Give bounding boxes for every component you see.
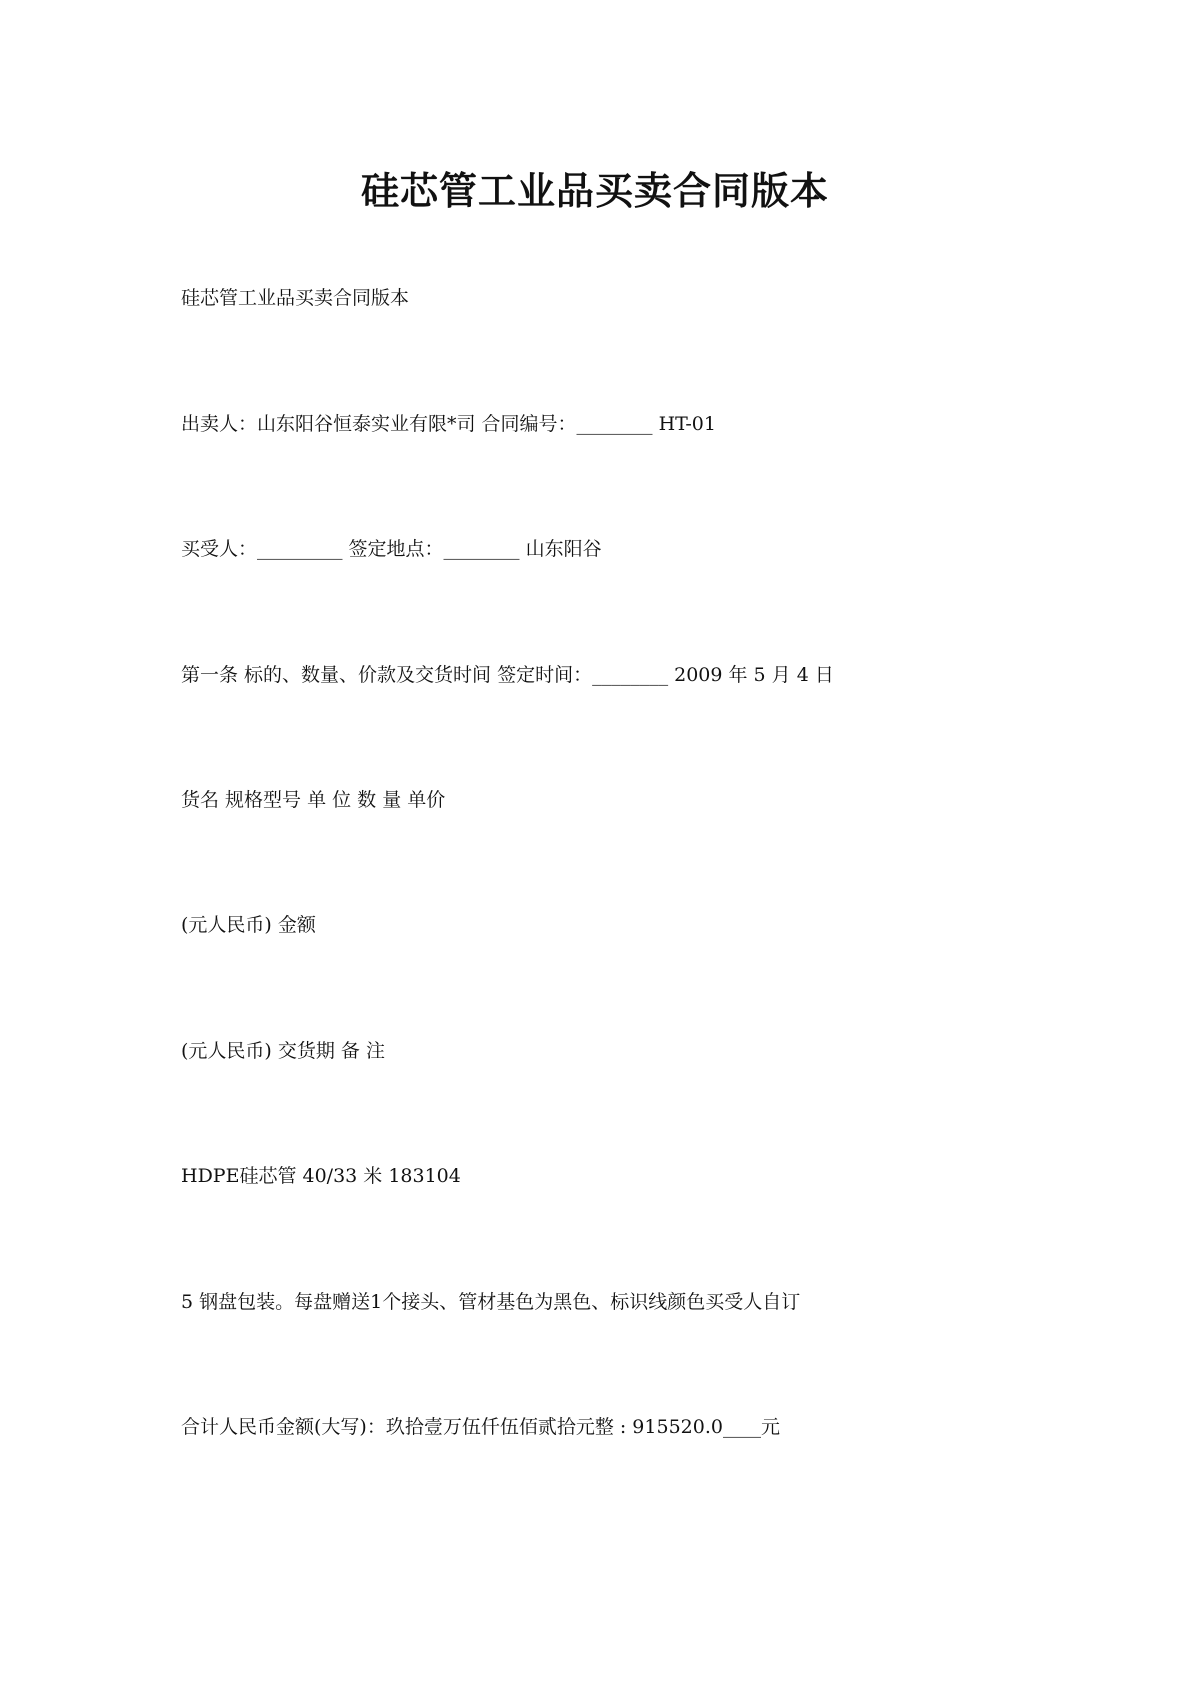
- unit-price-currency-line: (元人民币) 金额: [181, 914, 316, 936]
- packaging-line: 5 钢盘包装。每盘赠送1个接头、管材基色为黑色、标识线颜色买受人自订: [181, 1291, 801, 1313]
- buyer-line: 买受人：_________ 签定地点：________ 山东阳谷: [181, 538, 602, 560]
- document-title: 硅芯管工业品买卖合同版本: [360, 168, 829, 213]
- article-one-line: 第一条 标的、数量、价款及交货时间 签定时间：________ 2009 年 5 月 4 日: [181, 664, 834, 686]
- seller-line: 出卖人：山东阳谷恒泰实业有限*司 合同编号：________ HT-01: [181, 413, 716, 435]
- table-header-line: 货名 规格型号 单 位 数 量 单价: [181, 789, 446, 811]
- product-line: HDPE硅芯管 40/33 米 183104: [181, 1165, 461, 1187]
- subtitle-line: 硅芯管工业品买卖合同版本: [181, 287, 410, 309]
- amount-currency-line: (元人民币) 交货期 备 注: [181, 1040, 385, 1062]
- total-amount-line: 合计人民币金额(大写)：玖拾壹万伍仟伍佰贰拾元整 : 915520.0____元: [181, 1416, 780, 1438]
